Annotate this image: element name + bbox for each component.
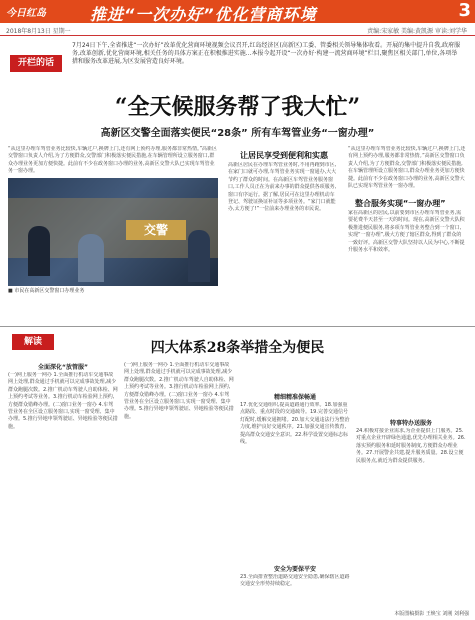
subsection-body-4: 23.全面排查整治道路交通安全隐患,确保辖区道路交通安全形势持续稳定。 <box>240 574 350 588</box>
news-photo <box>8 178 218 286</box>
person-figure <box>28 226 50 276</box>
section-heading-2: 整合服务实现“一窗办理” <box>355 199 446 208</box>
paper-logo: 今日红岛 <box>6 8 46 19</box>
photo-caption: ■ 市民在高新区交警窗口办理业务 <box>8 288 85 294</box>
page-number: 3 <box>458 0 471 21</box>
subsection-title-1: 全面深化“放管服” <box>38 364 88 371</box>
section-divider <box>0 326 475 327</box>
police-sign: 交警 <box>126 220 186 240</box>
editor-credits: 责编:宋家敏 美编:黄凯源 审读:刘学华 <box>367 28 467 35</box>
subsection-title-3: 特事特办送服务 <box>389 420 432 427</box>
column-tag: 开栏的话 <box>10 55 62 72</box>
person-figure <box>78 234 104 282</box>
interpretation-tag: 解读 <box>12 334 54 350</box>
person-figure <box>188 230 210 282</box>
header-divider <box>0 35 475 36</box>
photo-credits: 本版图稿摄影 王焕宝 刘刚 刘利强 <box>394 611 469 617</box>
article-col-3a: “从这里办理车驾管业务比较快,车辆过户,换牌上门,还有网上预约办理,服务都非常热情。”高新区交警窗口负责人介绍,为了方便群众,交警部门积极落实便民措施,在车辆管理所设立服务窗口,群众办理业务更加方便快捷。此前有不少在政务窗口办理的业务,高新区交警大队已实现车驾管业务一窗办理。 <box>348 146 466 190</box>
section-heading-1: 让居民享受到便利和实惠 <box>240 151 328 160</box>
issue-date: 2018年8月13日 星期一 <box>6 28 71 35</box>
article-col-3: 家在高新区的居民,以前要到市区办理车驾管业务,需要花费半天甚至一天的时间。现在,高新区交警大队积极推进便民服务,将多项车驾管业务整合到一个窗口,实现“一窗办理”,极大方便了辖区群众,得到了群众的一致好评。高新区交警大队坚持以人民为中心,不断提升服务水平和效率。 <box>348 210 465 254</box>
subsection-body-1: (一)网上服务一网办 1.全面推行机动车交通事故网上处理,群众通过手机就可以完成事故处理,减少群众跑腿次数。2.推广机动车驾驶人自助体检、网上预约考试等业务。3.推行机动车检验网上预约,方便群众错峰办理。(二)窗口业务一窗办 4.车驾管业务在全区设立服务窗口,实现一窗受理、集中办理。5.推行异地申领驾驶证、异地检验等便民措施。 <box>8 372 118 430</box>
subsection-body-1b: (一)网上服务一网办 1.全面推行机动车交通事故网上处理,群众通过手机就可以完成事故处理,减少群众跑腿次数。2.推广机动车驾驶人自助体检、网上预约考试等业务。3.推行机动车检验网上预约,方便群众错峰办理。(二)窗口业务一窗办 4.车驾管业务在全区设立服务窗口,实现一窗受理、集中办理。5.推行异地申领驾驶证、异地检验等便民措施。 <box>124 362 234 420</box>
article-col-1: “从这里办理车驾管业务比较快,车辆过户,换牌上门,还有网上预约办理,服务都非常热情。”高新区交警窗口负责人介绍,为了方便群众,交警部门积极落实便民措施,在车辆管理所设立服务窗口,群众办理业务更加方便快捷。此前有不少在政务窗口办理的业务,高新区交警大队已实现车驾管业务一窗办理。 <box>8 146 218 175</box>
subsection-title-2: 精细精准保畅通 <box>273 394 316 401</box>
article-col-2: 高新区居民在办理车驾管业务时,不用再跑到市区,在家门口就可办理,车驾管业务实现一窗通办,大大节约了群众的时间。在高新区车驾管业务服务窗口,工作人员正在为前来办事的群众提供各项服务,窗口有序运行。据了解,居民可在这里办理机动车登记、驾驶证换证补证等多项业务。“家门口就能办,太方便了!”一位前来办理业务的市民说。 <box>228 162 337 213</box>
meta-bar <box>0 25 475 35</box>
subsection-body-3: 24.积极对接企业需求,为企业提供上门服务。25.对重点企业开辟绿色通道,优先办理相关业务。26.落实预约服务和延时服务制度,方便群众办理业务。27.开展警企共建,提升服务质量。28.设立便民服务点,就近为群众提供服务。 <box>356 428 466 464</box>
subsection-title-4: 安全为要保平安 <box>273 566 316 573</box>
page-banner-title: 推进“一次办好”优化营商环境 <box>90 5 317 24</box>
subsection-body-2: 17.优化交通组织,提高道路通行效率。18.加强重点路段、重点时段的交通疏导。19.完善交通信号灯配时,缓解交通拥堵。20.加大交通违法行为整治力度,维护良好交通秩序。21.加强交通宣传教育,提高群众交通安全意识。22.科学设置交通标志标线。 <box>240 402 350 446</box>
header-bar <box>0 0 475 23</box>
lead-paragraph: 7月24日下午,全省推进“一次办好”改革优化营商环境视频会议召开,红岛经济区(高新区)工委、管委相关领导集体收看。开展的集中提升自我,政府服务,改革创新,优化营商环境,相关任务的具体方案正在积极推进实施...本报今起开设“一次办好·构建一流营商环境”栏目,聚焦区相关部门,单位,各项举措和服务改革进展,为区发展营造良好环境。 <box>72 42 461 65</box>
main-headline: “全天候服务帮了我大忙” <box>114 94 361 120</box>
sub-headline: 高新区交警全面落实便民“28条” 所有车驾管业务“一窗办理” <box>100 128 375 139</box>
second-headline: 四大体系28条举措全为便民 <box>150 340 325 356</box>
